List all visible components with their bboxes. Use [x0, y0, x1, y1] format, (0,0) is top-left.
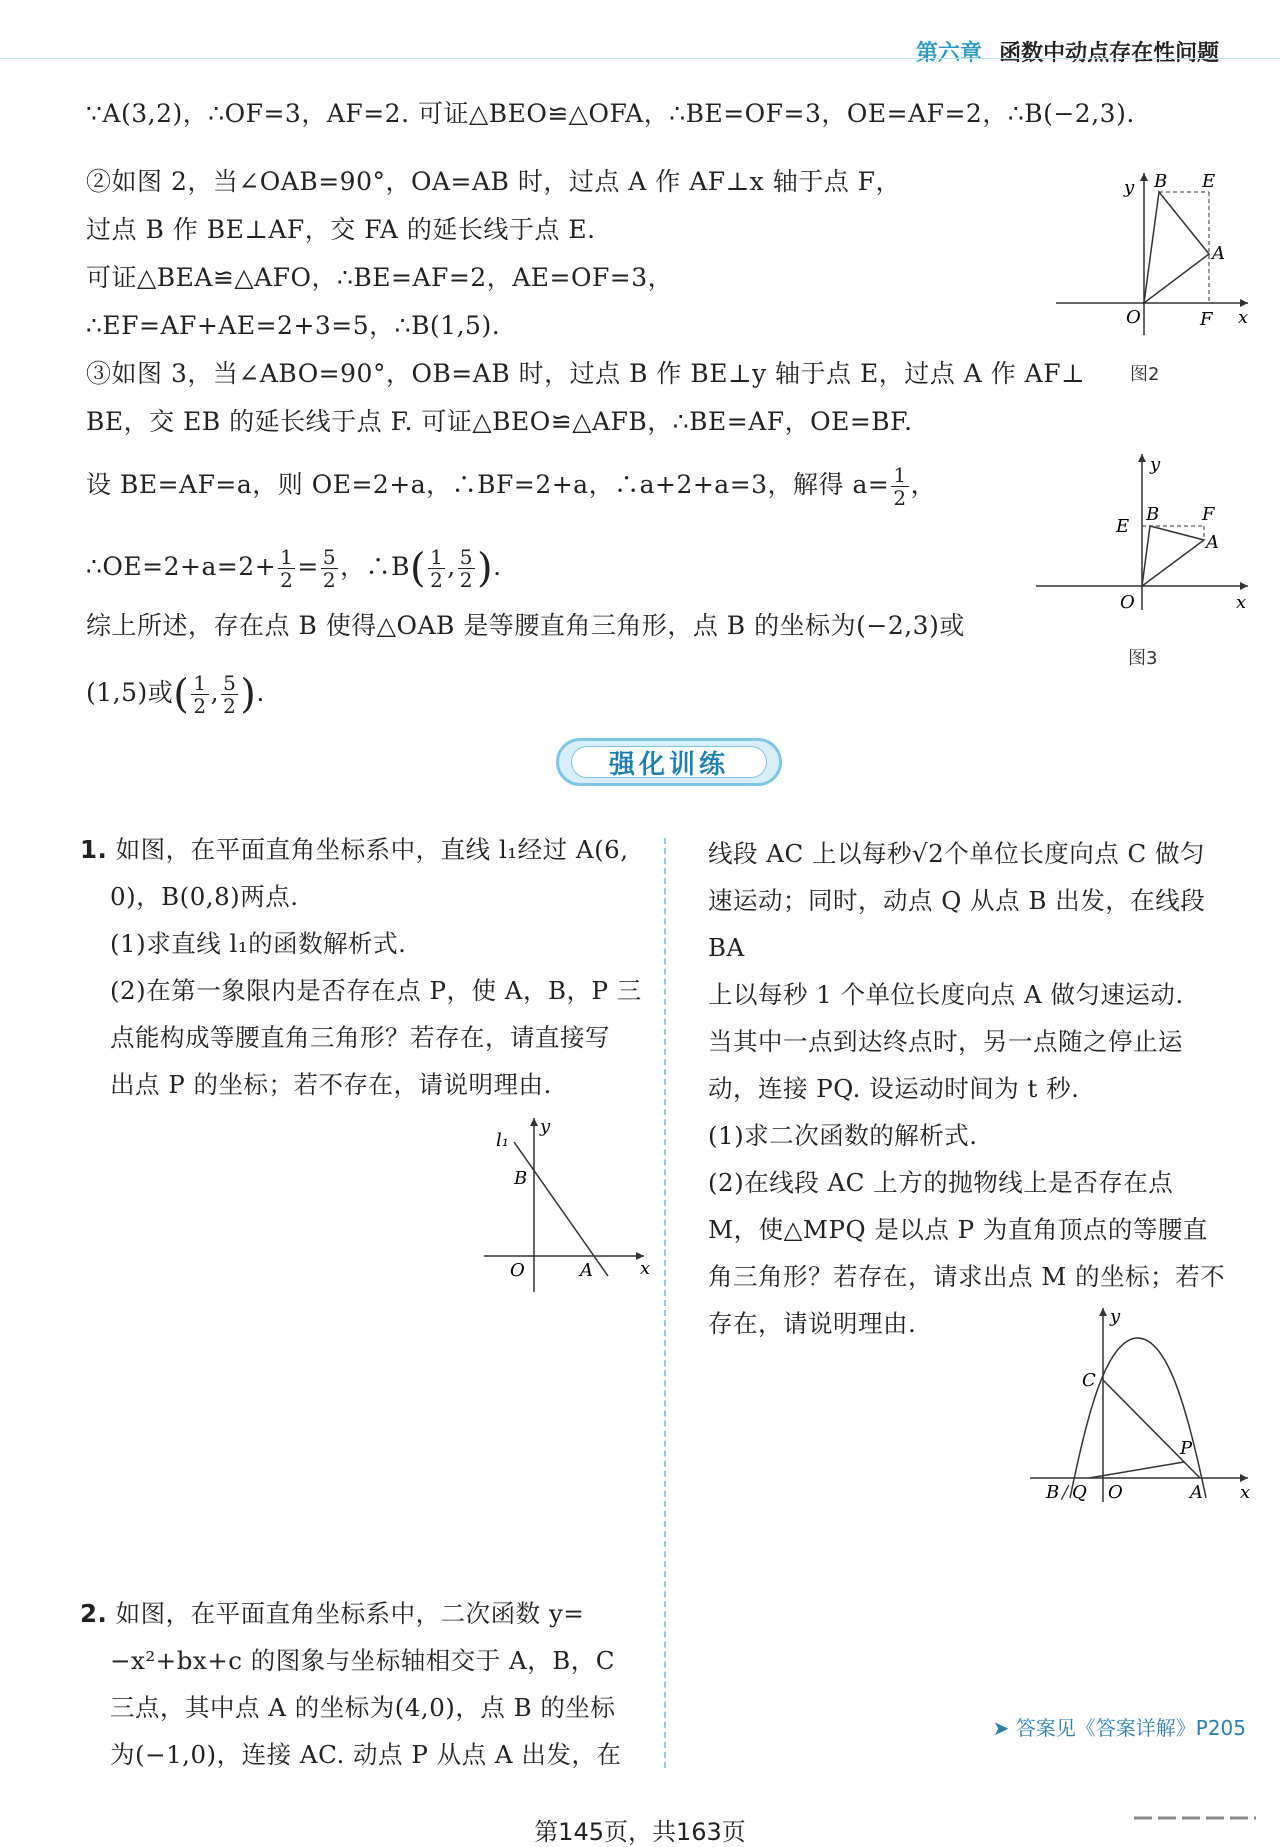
fraction-half [428, 546, 445, 591]
figure-2-caption: 图2 [1130, 364, 1160, 385]
triangle-oab [1144, 192, 1209, 303]
label-o: O [1120, 592, 1135, 613]
problem-1-line-5: 点能构成等腰直角三角形？若存在，请直接写 [110, 1023, 610, 1052]
problem-2-right-line-9: 角三角形？若存在，请求出点 M 的坐标；若不 [708, 1262, 1226, 1291]
problem-1-line-1 [80, 826, 650, 873]
solution-line-7: BE，交 EB 的延长线于点 F. 可证△BEO≌△AFB，∴BE=AF，OE=BF. [86, 407, 913, 436]
problem-2-right-line-4: 当其中一点到达终点时，另一点随之停止运 [708, 1027, 1183, 1056]
fraction-half [278, 546, 295, 591]
parabola [1070, 1338, 1206, 1498]
fraction-denominator: 2 [223, 694, 237, 718]
solution-line-9-point: ，∴B [340, 552, 410, 581]
page-indicator: 第145页，共163页 [534, 1818, 746, 1846]
problem-2-text: 如图，在平面直角坐标系中，二次函数 y= [115, 1599, 585, 1628]
problem-1-text: 如图，在平面直角坐标系中，直线 l₁经过 A(6, [115, 835, 629, 864]
scroll-handle-icon[interactable] [1130, 1806, 1260, 1836]
fraction-five-half [458, 546, 475, 591]
label-y: y [1150, 454, 1161, 475]
chapter-header [916, 36, 1219, 67]
fraction-denominator: 2 [193, 694, 207, 718]
solution-line-9: ∴OE=2+a=2+ $\frac{1}{2}$ = $\frac{5}{2}$ ，∴B( $\frac{1}{2}$ , $\frac{5}{2}$ ). [86, 545, 502, 592]
section-banner [556, 738, 782, 786]
fraction-half [191, 672, 208, 717]
label-y: y [1124, 177, 1135, 198]
problem-1-figure [480, 1112, 660, 1302]
y-axis-arrow [530, 1118, 538, 1126]
problem-2-right-line-2: 速运动；同时，动点 Q 从点 B 出发，在线段 BA [708, 886, 1206, 962]
fraction-half [891, 464, 908, 509]
solution-line-5: ∴EF=AF+AE=2+3=5，∴B(1,5). [86, 311, 501, 340]
close-paren: ) [240, 671, 257, 718]
figure-3-caption: 图3 [1128, 648, 1158, 669]
solution-line-9-text: ∴OE=2+a=2+ [86, 552, 277, 581]
label-a: A [580, 1260, 593, 1281]
label-x: x [1236, 592, 1247, 613]
fraction-denominator: 2 [280, 568, 294, 592]
fraction-denominator: 2 [322, 568, 337, 592]
triangle-oab [1142, 526, 1204, 586]
equals-sign: = [297, 552, 319, 581]
section-title: 强化训练 [571, 746, 767, 778]
open-paren: ( [409, 545, 427, 592]
header-divider [0, 58, 1280, 59]
chapter-label: 第六章 [916, 41, 983, 66]
fraction-denominator: 2 [430, 568, 444, 592]
problem-2-line-3: 三点，其中点 A 的坐标为(4,0)，点 B 的坐标 [110, 1693, 616, 1722]
problem-2-right [708, 830, 1248, 1347]
x-axis-arrow [1240, 1474, 1248, 1482]
period: . [256, 678, 265, 707]
x-axis-arrow [1240, 299, 1248, 307]
fraction-denominator: 2 [893, 486, 907, 510]
open-paren: ( [173, 671, 190, 718]
label-x: x [1238, 307, 1249, 328]
label-p: P [1180, 1438, 1193, 1459]
label-l1: l₁ [496, 1130, 509, 1151]
problem-1-line-6: 出点 P 的坐标；若不存在，请说明理由. [110, 1070, 552, 1099]
chapter-title: 函数中动点存在性问题 [999, 41, 1220, 66]
label-x: x [640, 1258, 651, 1279]
problem-2-line-4: 为(−1,0)，连接 AC. 动点 P 从点 A 出发，在 [110, 1740, 622, 1769]
label-f: F [1202, 504, 1215, 525]
segment-ac [1103, 1380, 1200, 1478]
problem-2-line-1 [80, 1590, 650, 1637]
problem-2-figure [1026, 1302, 1256, 1512]
label-x: x [1240, 1482, 1251, 1503]
solution-line-6: ③如图 3，当∠ABO=90°，OB=AB 时，过点 B 作 BE⊥y 轴于点 E，过点 A 作 AF⊥ [86, 359, 1086, 388]
y-axis-arrow [1138, 454, 1146, 462]
label-y: y [540, 1116, 551, 1137]
fraction-numerator: 5 [459, 545, 473, 569]
label-b: B [1146, 504, 1160, 525]
solution-line-11: (1,5)或( $\frac{1}{2}$ , $\frac{5}{2}$ ). [86, 671, 265, 718]
label-y: y [1110, 1306, 1121, 1327]
problem-2-right-line-3: 上以每秒 1 个单位长度向点 A 做匀速运动. [708, 980, 1184, 1009]
y-axis-arrow [1140, 173, 1148, 181]
solution-line-2: ②如图 2，当∠OAB=90°，OA=AB 时，过点 A 作 AF⊥x 轴于点 F， [86, 167, 901, 196]
period: . [493, 552, 502, 581]
figure-3-diagram [1036, 448, 1256, 618]
label-e: E [1116, 516, 1130, 537]
fraction-denominator: 2 [459, 568, 473, 592]
label-f: F [1200, 309, 1213, 330]
answer-reference[interactable]: ➤ 答案见《答案详解》P205 [992, 1716, 1246, 1740]
problem-1-number: 1. [80, 835, 108, 864]
y-axis-arrow [1099, 1308, 1107, 1316]
problem-2-line-2: −x²+bx+c 的图象与坐标轴相交于 A，B，C [110, 1646, 615, 1675]
problem-1-line-2: 0)，B(0,8)两点. [110, 882, 299, 911]
solution-line-1: ∵A(3,2)，∴OF=3，AF=2. 可证△BEO≌△OFA，∴BE=OF=3，OE=AF=2，∴B(−2,3). [86, 99, 1135, 128]
fraction-numerator: 5 [223, 671, 237, 695]
problem-2-right-line-1: 线段 AC 上以每秒√2个单位长度向点 C 做匀 [708, 839, 1206, 868]
problem-1-part-1: (1)求直线 l₁的函数解析式. [110, 929, 407, 958]
label-a: A [1212, 243, 1225, 264]
label-o: O [510, 1260, 525, 1281]
fraction-numerator: 1 [193, 671, 207, 695]
close-paren: ) [476, 545, 494, 592]
problem-2-right-line-5: 动，连接 PQ. 设运动时间为 t 秒. [708, 1074, 1080, 1103]
problem-2-part-2: (2)在线段 AC 上方的抛物线上是否存在点 [708, 1168, 1174, 1197]
problem-2-part-1: (1)求二次函数的解析式. [708, 1121, 978, 1150]
problem-1-part-2: (2)在第一象限内是否存在点 P，使 A，B，P 三 [110, 976, 642, 1005]
fraction-numerator: 1 [430, 545, 444, 569]
figure-2-diagram [1056, 165, 1256, 340]
solution-line-8-end: ， [910, 470, 937, 499]
problem-2-right-line-10: 存在，请说明理由. [708, 1309, 917, 1338]
solution-line-11-text: (1,5)或 [86, 678, 174, 707]
label-q: Q [1072, 1482, 1087, 1503]
label-b: B [514, 1168, 528, 1189]
column-divider [664, 838, 666, 1768]
label-c: C [1082, 1370, 1096, 1391]
x-axis-arrow [1240, 582, 1248, 590]
problem-1 [80, 826, 650, 1108]
fraction-numerator: 5 [322, 545, 337, 569]
label-b: B [1154, 171, 1168, 192]
separator: / [1062, 1482, 1069, 1503]
label-o: O [1126, 307, 1141, 328]
solution-line-10: 综上所述，存在点 B 使得△OAB 是等腰直角三角形，点 B 的坐标为(−2,3)或 [86, 611, 965, 640]
solution-line-8-text: 设 BE=AF=a，则 OE=2+a，∴BF=2+a，∴a+2+a=3，解得 a= [86, 470, 890, 499]
fraction-five-half [321, 546, 338, 591]
problem-2-right-line-8: M，使△MPQ 是以点 P 为直角顶点的等腰直 [708, 1215, 1208, 1244]
fraction-five-half [221, 672, 238, 717]
solution-line-8 [86, 464, 936, 509]
fraction-numerator: 1 [893, 463, 907, 487]
solution-line-3: 过点 B 作 BE⊥AF，交 FA 的延长线于点 E. [86, 215, 596, 244]
fraction-numerator: 1 [280, 545, 294, 569]
problem-2-left [80, 1590, 650, 1778]
problem-2-number: 2. [80, 1599, 108, 1628]
label-a: A [1190, 1482, 1203, 1503]
label-o: O [1108, 1482, 1123, 1503]
label-a: A [1206, 532, 1219, 553]
solution-line-4: 可证△BEA≌△AFO，∴BE=AF=2，AE=OF=3， [86, 263, 674, 292]
label-b: B [1046, 1482, 1060, 1503]
label-e: E [1202, 171, 1216, 192]
